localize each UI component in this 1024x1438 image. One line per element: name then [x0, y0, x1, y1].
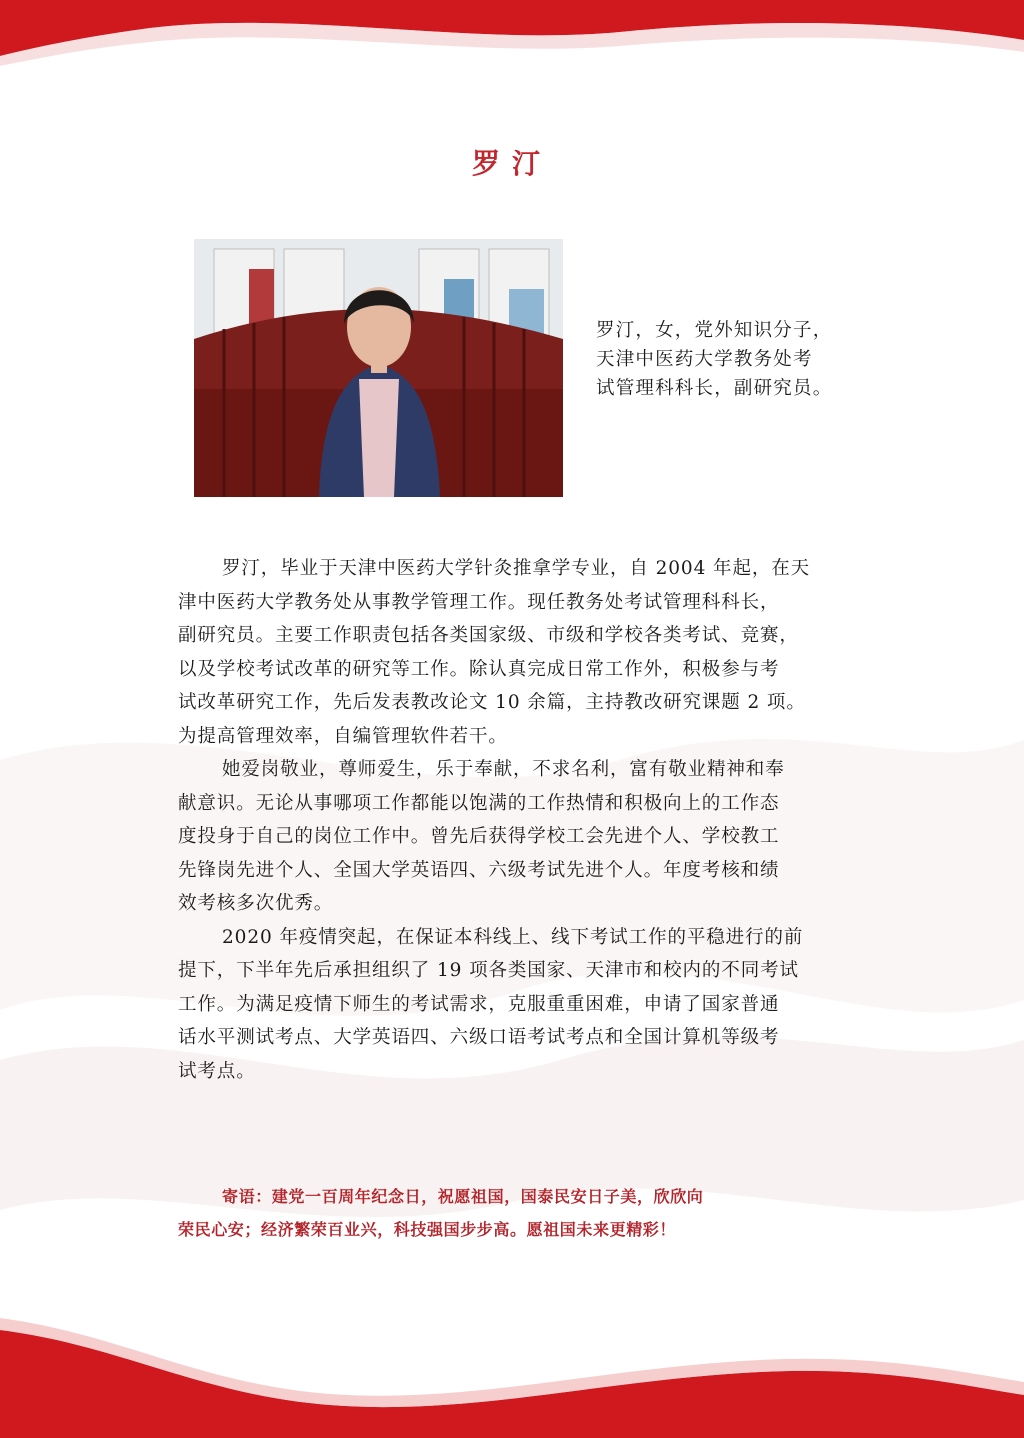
body-line: 话水平测试考点、大学英语四、六级口语考试考点和全国计算机等级考 — [178, 1027, 780, 1048]
body-line: 度投身于自己的岗位工作中。曾先后获得学校工会先进个人、学校教工 — [178, 826, 780, 847]
biography-text — [178, 552, 858, 1088]
body-line: 为提高管理效率，自编管理软件若干。 — [178, 725, 508, 747]
page-title: 罗汀 — [471, 147, 552, 180]
intro-line: 天津中医药大学教务处考 — [596, 349, 813, 370]
body-line: 副研究员。主要工作职责包括各类国家级、市级和学校各类考试、竞赛， — [178, 625, 799, 646]
portrait-photo — [194, 239, 563, 497]
body-line: 先锋岗先进个人、全国大学英语四、六级考试先进个人。年度考核和绩 — [178, 859, 780, 881]
message-line: 荣民心安；经济繁荣百业兴，科技强国步步高。愿祖国未来更精彩！ — [178, 1220, 677, 1239]
body-line: 她爱岗敬业，尊师爱生，乐于奉献，不求名利，富有敬业精神和奉 — [222, 759, 785, 780]
intro-line: 试管理科科长，副研究员。 — [596, 378, 833, 399]
body-line: 2020 年疫情突起，在保证本科线上、线下考试工作的平稳进行的前 — [222, 926, 804, 948]
message-line: 寄语：建党一百周年纪念日，祝愿祖国，国泰民安日子美，欣欣向 — [222, 1187, 704, 1206]
body-line: 工作。为满足疫情下师生的考试需求，克服重重困难，申请了国家普通 — [178, 993, 780, 1015]
intro-line: 罗汀，女，党外知识分子， — [596, 320, 833, 341]
body-line: 效考核多次优秀。 — [178, 893, 334, 914]
body-line: 津中医药大学教务处从事教学管理工作。现任教务处考试管理科科长， — [178, 591, 780, 613]
intro-block — [596, 316, 876, 403]
body-line: 试考点。 — [178, 1060, 256, 1082]
message-block — [178, 1180, 878, 1246]
body-line: 试改革研究工作，先后发表教改论文 10 余篇，主持教改研究课题 2 项。 — [178, 692, 806, 713]
body-line: 以及学校考试改革的研究等工作。除认真完成日常工作外，积极参与考 — [178, 658, 780, 680]
body-line: 罗汀，毕业于天津中医药大学针灸推拿学专业，自 2004 年起，在天 — [222, 558, 811, 579]
body-line: 提下，下半年先后承担组织了 19 项各类国家、天津市和校内的不同考试 — [178, 960, 799, 981]
body-line: 献意识。无论从事哪项工作都能以饱满的工作热情和积极向上的工作态 — [178, 792, 780, 814]
